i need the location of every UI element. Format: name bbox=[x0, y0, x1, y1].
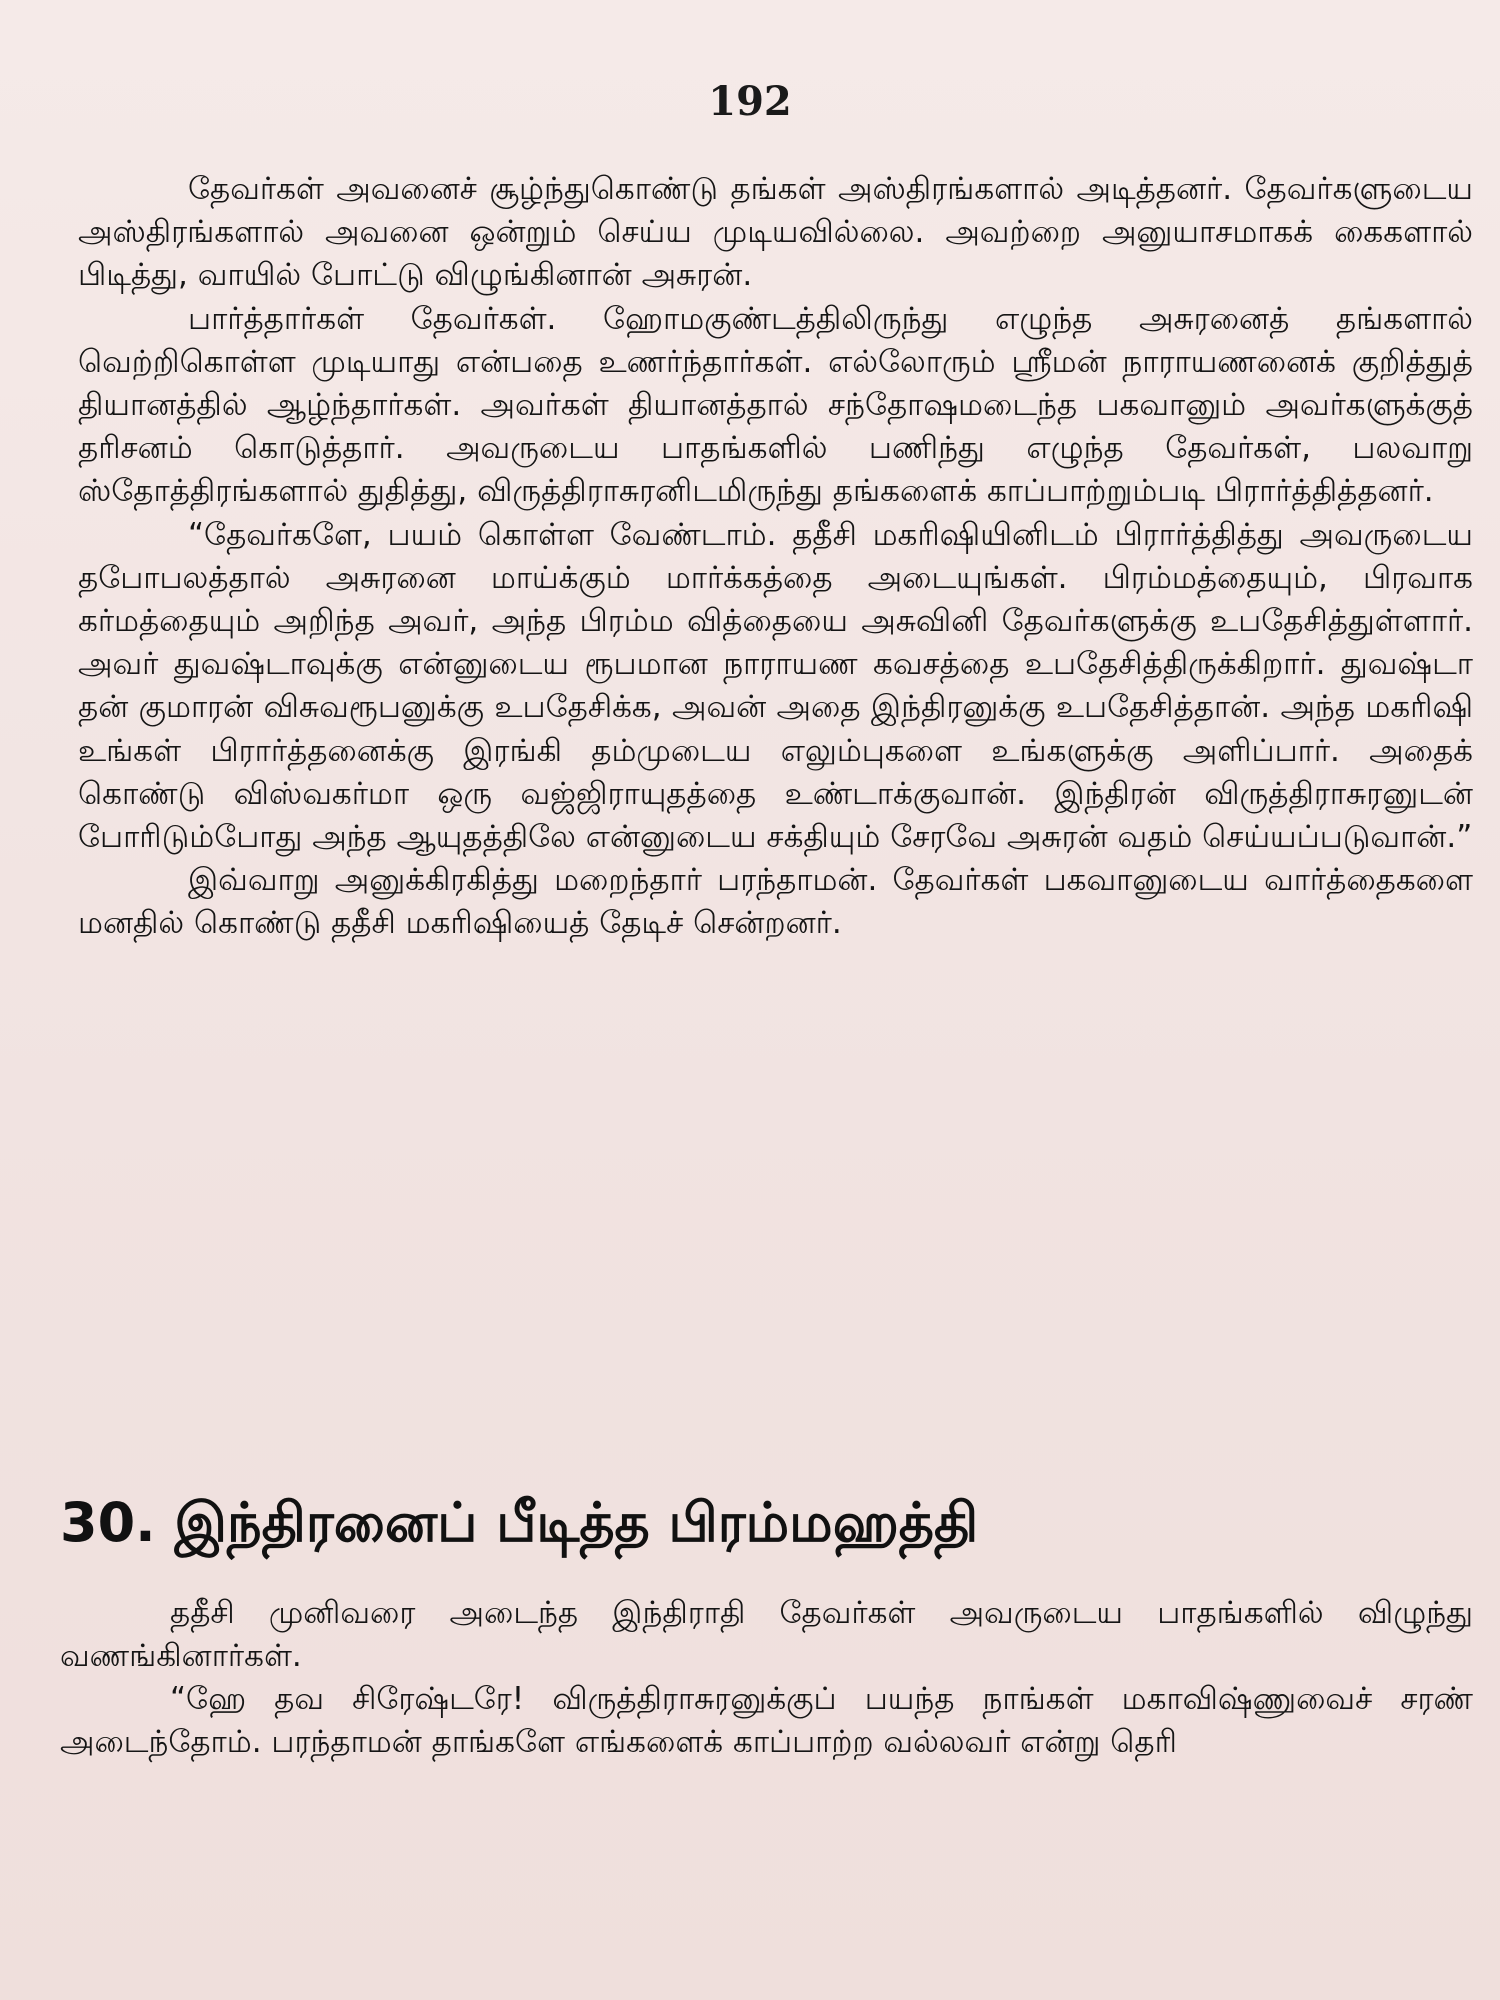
paragraph-2: பார்த்தார்கள் தேவர்கள். ஹோமகுண்டத்திலிருந்து எழுந்த அசுரனைத் தங்களால் வெற்றிகொள்ள முடியாது என்பதை உணர்ந்தார்கள். எல்லோரும் ஸ்ரீமன் நாராயணனைக் குறித்துத் தியானத்தில் ஆழ்ந்தார்கள். அவர்கள் தியானத்தால் சந்தோஷமடைந்த பகவானும் அவர்களுக்குத் தரிசனம் கொடுத்தார். அவருடைய பாதங்களில் பணிந்து எழுந்த தேவர்கள், பலவாறு ஸ்தோத்திரங்களால் துதித்து, விருத்திராசுரனிடமிருந்து தங்களைக் காப்பாற்றும்படி பிரார்த்தித்தனர். bbox=[78, 300, 1473, 510]
chapter-heading: 30. இந்திரனைப் பீடித்த பிரம்மஹத்தி bbox=[60, 1491, 979, 1554]
chapter-paragraph-1: ததீசி முனிவரை அடைந்த இந்திராதி தேவர்கள் அவருடைய பாதங்களில் விழுந்து வணங்கினார்கள். bbox=[60, 1595, 1473, 1674]
paragraph-4: இவ்வாறு அனுக்கிரகித்து மறைந்தார் பரந்தாமன். தேவர்கள் பகவானுடைய வார்த்தைகளை மனதில் கொண்டு ததீசி மகரிஷியைத் தேடிச் சென்றனர். bbox=[78, 862, 1473, 942]
paragraph-1: தேவர்கள் அவனைச் சூழ்ந்துகொண்டு தங்கள் அஸ்திரங்களால் அடித்தனர். தேவர்களுடைய அஸ்திரங்களால் அவனை ஒன்றும் செய்ய முடியவில்லை. அவற்றை அனுயாசமாகக் கைகளால் பிடித்து, வாயில் போட்டு விழுங்கினான் அசுரன். bbox=[78, 171, 1473, 294]
paragraph-3: “தேவர்களே, பயம் கொள்ள வேண்டாம். ததீசி மகரிஷியினிடம் பிரார்த்தித்து அவருடைய தபோபலத்தால் அசுரனை மாய்க்கும் மார்க்கத்தை அடையுங்கள். பிரம்மத்தையும், பிரவாக கர்மத்தையும் அறிந்த அவர், அந்த பிரம்ம வித்தையை அசுவினி தேவர்களுக்கு உபதேசித்துள்ளார். அவர் துவஷ்டாவுக்கு என்னுடைய ரூபமான நாராயண கவசத்தை உபதேசித்திருக்கிறார். துவஷ்டா தன் குமாரன் விசுவரூபனுக்கு உபதேசிக்க, அவன் அதை இந்திரனுக்கு உபதேசித்தான். அந்த மகரிஷி உங்கள் பிரார்த்தனைக்கு இரங்கி தம்முடைய எலும்புகளை உங்களுக்கு அளிப்பார். அதைக் கொண்டு விஸ்வகர்மா ஒரு வஜ்ஜிராயுதத்தை உண்டாக்குவான். இந்திரன் விருத்திராசுரனுடன் போரிடும்போது அந்த ஆயுதத்திலே என்னுடைய சக்தியும் சேரவே அசுரன் வதம் செய்யப்படுவான்.” bbox=[78, 516, 1473, 856]
chapter-paragraph-2: “ஹே தவ சிரேஷ்டரே! விருத்திராசுரனுக்குப் பயந்த நாங்கள் மகாவிஷ்ணுவைச் சரண் அடைந்தோம். பரந்தாமன் தாங்களே எங்களைக் காப்பாற்ற வல்லவர் என்று தெரி bbox=[60, 1681, 1473, 1760]
body-text bbox=[78, 168, 1473, 946]
page-number: 192 bbox=[708, 78, 792, 125]
chapter-body-text bbox=[60, 1592, 1473, 1764]
